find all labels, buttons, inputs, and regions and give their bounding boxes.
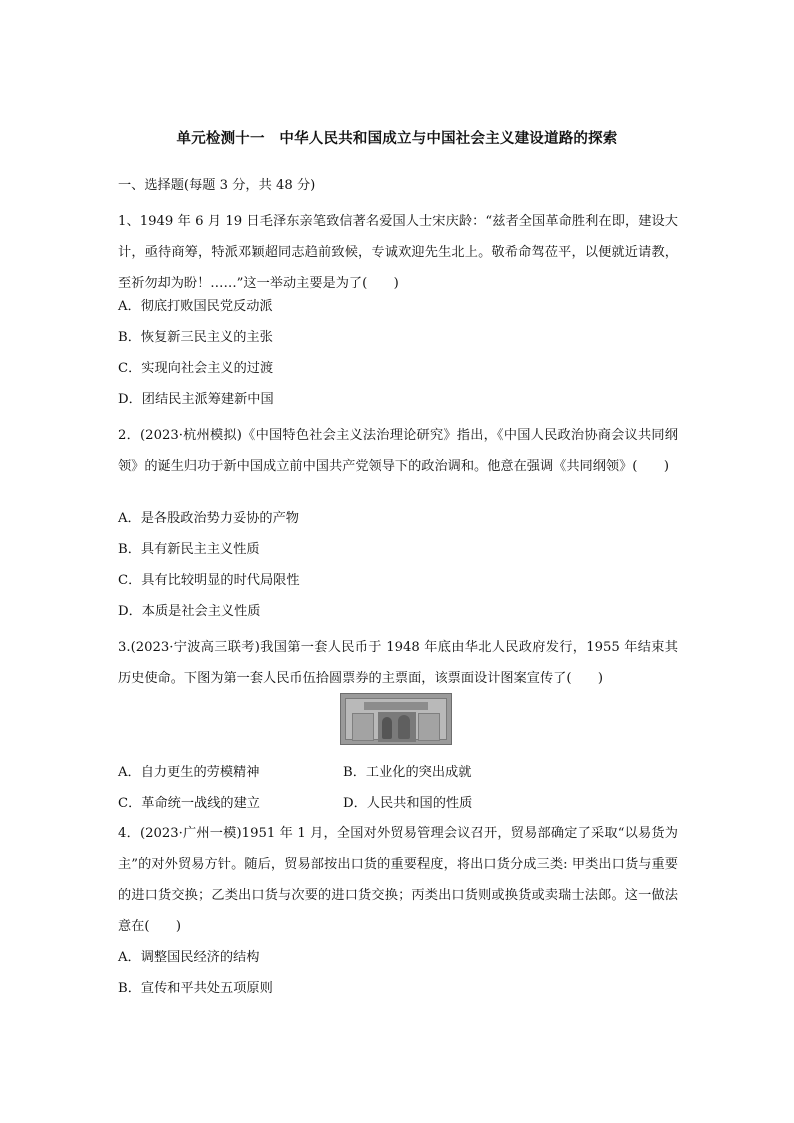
q3-option-c: C．革命统一战线的建立 [118,796,260,811]
banknote-frame [345,698,447,740]
q3-option-d: D．人民共和国的性质 [343,796,473,811]
peasant-figure-icon [398,715,410,739]
worker-figure-icon [382,717,392,739]
banknote-left-panel [352,713,374,741]
q4-option-a: A．调整国民经济的结构 [118,950,260,965]
banknote-image [340,693,452,745]
page-title: 单元检测十一 中华人民共和国成立与中国社会主义建设道路的探索 [176,131,618,147]
question-1-stem: 1、1949 年 6 月 19 日毛泽东亲笔致信著名爱国人士宋庆龄：“兹者全国革命胜利在即，建设大计，亟待商筹，特派邓颖超同志趋前致候，专诚欢迎先生北上。敬希命驾莅平，以便就近请教，至祈勿却为盼！……”这一举动主要是为了( ) [118,214,678,291]
q3-option-b: B．工业化的突出成就 [343,765,472,780]
q1-option-d: D．团结民主派筹建新中国 [118,392,274,407]
question-4-stem: 4．(2023·广州一模)1951 年 1 月，全国对外贸易管理会议召开，贸易部确定了采取“以易货为主”的对外贸易方针。随后，贸易部按出口货的重要程度，将出口货分成三类: 甲类出口货与重要的进口货交换；乙类出口货与次要的进口货交换；丙类出口货则或换货或卖瑞士法郎。这一做法意在( ) [118,826,678,934]
q2-option-b: B．具有新民主主义性质 [118,542,260,557]
q1-option-b: B．恢复新三民主义的主张 [118,330,273,345]
q4-option-b: B．宣传和平共处五项原则 [118,981,273,996]
question-2-stem: 2．(2023·杭州模拟)《中国特色社会主义法治理论研究》指出，《中国人民政治协商会议共同纲领》的诞生归功于新中国成立前中国共产党领导下的政治调和。他意在强调《共同纲领》( ) [118,428,678,474]
q2-option-c: C．具有比较明显的时代局限性 [118,573,300,588]
q2-option-d: D．本质是社会主义性质 [118,604,261,619]
question-3-stem: 3.(2023·宁波高三联考)我国第一套人民币于 1948 年底由华北人民政府发行，1955 年结束其历史使命。下图为第一套人民币伍拾圆票券的主票面，该票面设计图案宣传了( ) [118,640,678,686]
q1-option-a: A．彻底打败国民党反动派 [118,299,273,314]
q2-option-a: A．是各股政治势力妥协的产物 [118,511,299,526]
q1-option-c: C．实现向社会主义的过渡 [118,361,274,376]
banknote-header-band [364,702,428,710]
section-heading: 一、选择题(每题 3 分，共 48 分) [118,178,316,193]
q3-option-a: A．自力更生的劳模精神 [118,765,260,780]
banknote-right-panel [418,713,440,741]
